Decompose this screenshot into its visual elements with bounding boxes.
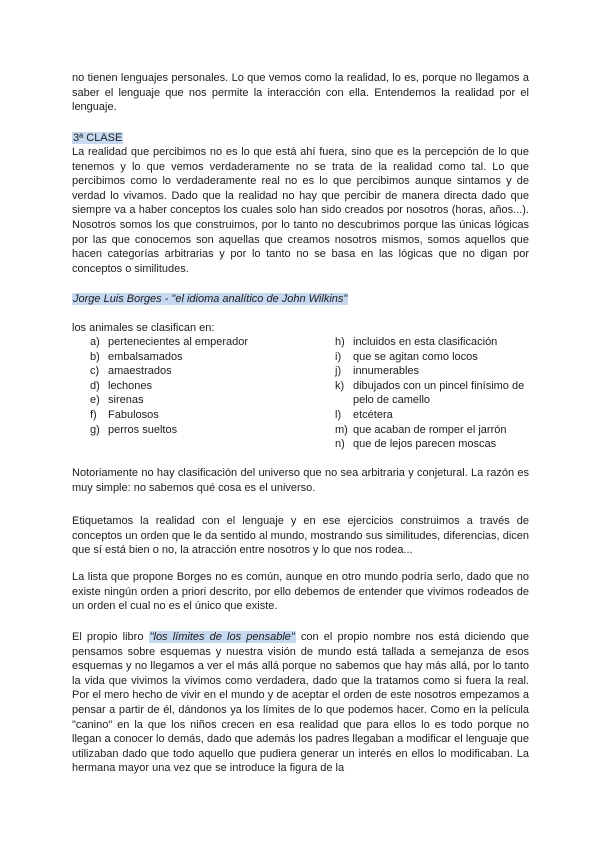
list-marker: e) xyxy=(90,394,100,407)
list-marker: n) xyxy=(335,438,345,451)
list-item xyxy=(335,364,535,379)
list-marker: a) xyxy=(90,336,100,348)
list-text: Fabulosos xyxy=(108,408,159,421)
list-item xyxy=(335,423,535,438)
paragraph-propio-libro xyxy=(72,630,529,776)
list-text: pertenecientes al emperador xyxy=(108,336,249,348)
list-marker: c) xyxy=(90,365,100,378)
list-marker: j) xyxy=(335,365,342,378)
list-item xyxy=(335,437,535,452)
list-item xyxy=(90,393,320,408)
list-text: dibujados con un pincel finísimo de pelo de camello xyxy=(353,379,525,407)
list-text: innumerables xyxy=(353,365,420,378)
list-text: embalsamados xyxy=(108,350,183,363)
list-item xyxy=(335,335,535,350)
list-item xyxy=(335,379,535,408)
list-marker: i) xyxy=(335,350,342,363)
list-text: etcétera xyxy=(353,408,393,421)
list-text: amaestrados xyxy=(108,365,172,378)
list-text: sirenas xyxy=(108,394,144,407)
list-item xyxy=(335,350,535,365)
classification-list-right xyxy=(335,335,535,452)
list-marker: g) xyxy=(90,423,100,436)
list-text: que de lejos parecen moscas xyxy=(353,438,497,451)
paragraph-text-start: El propio libro xyxy=(72,631,149,643)
list-item xyxy=(90,379,320,394)
section-title-3a-clase xyxy=(72,131,123,146)
list-marker: d) xyxy=(90,379,100,392)
list-item xyxy=(335,408,535,423)
paragraph-lista-borges: La lista que propone Borges no es común, aunque en otro mundo podría serlo, dado que no existe ningún orden a priori descrito, por ello debemos de entender que vivimos rodeados de un orden el cual no es el único que existe. xyxy=(72,571,529,613)
list-marker: m) xyxy=(335,423,348,436)
list-item xyxy=(90,335,320,350)
book-title-highlight: "los límites de los pensable" xyxy=(149,631,295,643)
list-marker: b) xyxy=(90,350,100,363)
list-marker: h) xyxy=(335,336,345,348)
list-marker: l) xyxy=(335,408,342,421)
borges-heading-text: Jorge Luis Borges - "el idioma analítico de John Wilkins" xyxy=(73,293,348,305)
paragraph-intro: no tienen lenguajes personales. Lo que vemos como la realidad, lo es, porque no llegamos a saber el lenguaje que nos permite la interacción con ella. Entendemos la realidad por el lenguaje. xyxy=(72,72,529,114)
paragraph-realidad: La realidad que percibimos no es lo que está ahí fuera, sino que es la percepción de lo que tenemos y lo que vemos verdaderamente no se trata de la realidad como tal. Lo que percibimos como lo verdaderamente real no es lo que percibimos aunque sintamos y de verdad lo vivamos. Dado que la realidad no hay que percibir de manera directa dado que siempre va a haber conceptos los cuales solo han sido creados por nosotros (horas, años...). Nosotros somos los que construimos, por lo tanto no descubrimos porque las únicas lógicas por las que conocemos son aquellas que creamos nosotros mismos, somos aquellos que hacen categorías arbitrarias y por lo tanto no se basa en las lógicas que no digan por conceptos o similitudes. xyxy=(72,146,529,275)
list-text: que acaban de romper el jarrón xyxy=(353,423,507,436)
paragraph-universo: Notoriamente no hay clasificación del universo que no sea arbitraria y conjetural. La razón es muy simple: no sabemos qué cosa es el universo. xyxy=(72,467,529,494)
list-text: incluidos en esta clasificación xyxy=(353,336,498,348)
section-title-text: 3ª CLASE xyxy=(73,132,123,144)
list-item xyxy=(90,364,320,379)
list-text: perros sueltos xyxy=(108,423,178,436)
list-marker: k) xyxy=(335,379,345,392)
list-marker: f) xyxy=(90,408,97,421)
borges-heading xyxy=(72,292,348,307)
list-item xyxy=(90,408,320,423)
paragraph-text-rest: con el propio nombre nos está diciendo que pensamos sobre esquemas y nuestra visión de mundo está tallada a semejanza de esos esquemas y no llegamos a ver el más allá porque no sabemos que hay más allá, por lo tanto la vida que vivimos la vivimos como verdadera, dado que la tratamos como si fuera la real. Por el mero hecho de vivir en el mundo y de aceptar el orden de este nosotros empezamos a pensar a partir de él, dándonos ya los límites de lo que podemos hacer. Como en la película "canino" en la que los niños crecen en esa realidad que para ellos lo es todo porque no llegan a conocer lo demás, dado que además los padres llegaban a modificar el lenguaje que utilizaban dado que todo aquello que pudiera generar un interés en ellos lo modificaban. La hermana mayor una vez que se introduce la figura de la xyxy=(72,631,529,775)
list-intro: los animales se clasifican en: xyxy=(72,322,215,334)
list-item xyxy=(90,423,320,438)
paragraph-etiquetamos: Etiquetamos la realidad con el lenguaje y en ese ejercicios construimos a través de conceptos un orden que le da sentido al mundo, mostrando sus similitudes, diferencias, dicen que sí está bien o no, la atracción entre nosotros y lo que nos rodea... xyxy=(72,515,529,557)
list-item xyxy=(90,350,320,365)
classification-list-left xyxy=(90,335,320,437)
list-text: que se agitan como locos xyxy=(353,350,478,363)
list-text: lechones xyxy=(108,379,153,392)
